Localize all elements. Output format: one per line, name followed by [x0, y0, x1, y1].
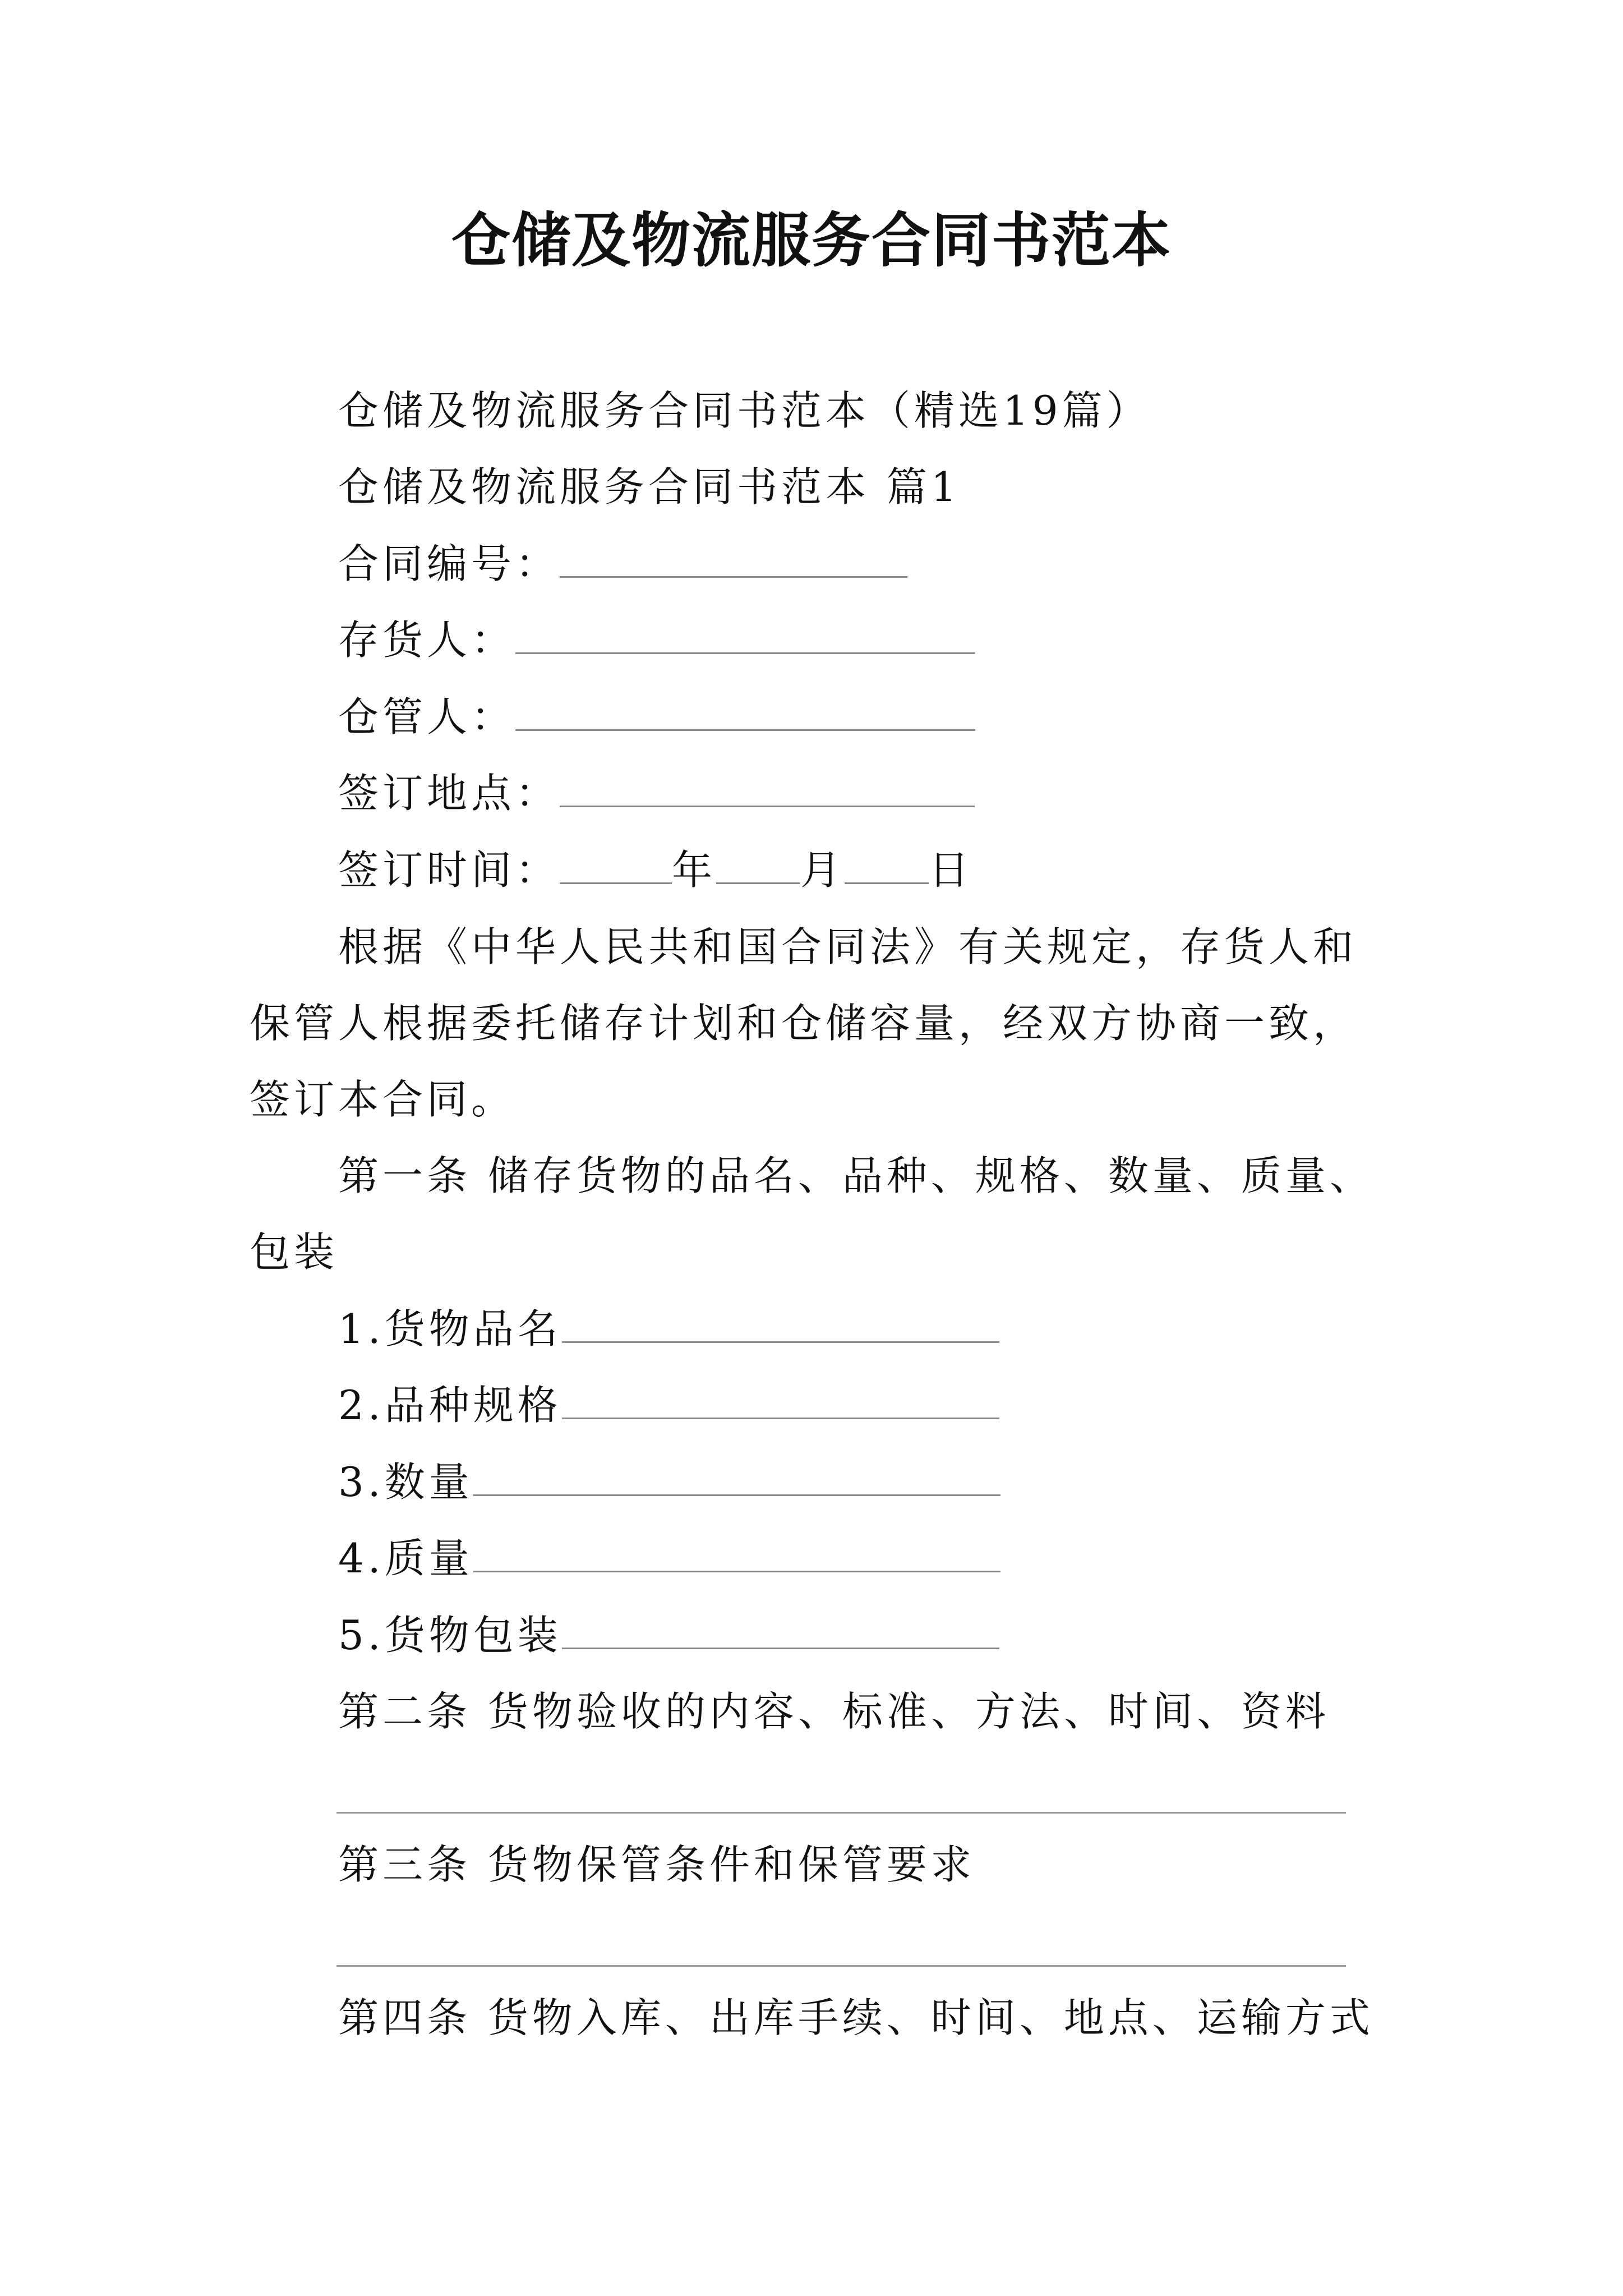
signing-place-blank [560, 769, 975, 807]
month-label: 月 [800, 846, 845, 894]
signing-date-label: 签订时间： [338, 846, 560, 894]
item-row-2 [250, 1367, 1482, 1443]
keeper-blank [515, 692, 975, 731]
item-label-1: 1.货物品名 [338, 1305, 562, 1352]
day-blank [845, 845, 929, 884]
item-row-4 [250, 1520, 1482, 1596]
article-2-answer-line [336, 1812, 1346, 1814]
depositor-row [250, 602, 1482, 678]
item-row-3 [250, 1444, 1482, 1520]
item-blank-5 [562, 1611, 999, 1649]
item-label-3: 3.数量 [338, 1458, 473, 1506]
year-blank [560, 845, 672, 884]
document-title: 仓储及物流服务合同书范本 [451, 205, 1172, 275]
day-label: 日 [929, 846, 974, 894]
article-1-heading: 第一条 储存货物的品名、品种、规格、数量、质量、包装 [250, 1152, 1374, 1276]
item-blank-3 [473, 1457, 1000, 1496]
item-blank-4 [473, 1534, 1000, 1572]
document-subtitle: 仓储及物流服务合同书范本（精选19篇） [338, 387, 1151, 434]
item-label-4: 4.质量 [338, 1535, 473, 1582]
contract-number-row [250, 526, 1482, 602]
signing-place-label: 签订地点： [338, 770, 560, 817]
article-3-answer-line [336, 1965, 1346, 1967]
depositor-blank [515, 615, 975, 654]
contract-number-blank [560, 539, 907, 578]
year-label: 年 [672, 846, 717, 894]
contract-number-label: 合同编号： [338, 540, 560, 587]
item-label-5: 5.货物包装 [338, 1612, 562, 1659]
item-blank-1 [562, 1304, 999, 1343]
article-3-heading: 第三条 货物保管条件和保管要求 [338, 1841, 975, 1888]
preamble-paragraph: 根据《中华人民共和国合同法》有关规定，存货人和保管人根据委托储存计划和仓储容量，经双方协商一致，签订本合同。 [250, 923, 1358, 1123]
signing-date-row [250, 832, 1482, 908]
item-blank-2 [562, 1381, 999, 1419]
article-2-heading: 第二条 货物验收的内容、标准、方法、时间、资料 [338, 1688, 1330, 1735]
item-label-2: 2.品种规格 [338, 1382, 562, 1429]
keeper-label: 仓管人： [338, 693, 516, 740]
section-heading: 仓储及物流服务合同书范本 篇1 [338, 463, 961, 510]
month-blank [716, 845, 800, 884]
item-row-5 [250, 1597, 1482, 1673]
article-4-heading: 第四条 货物入库、出库手续、时间、地点、运输方式 [338, 1994, 1374, 2041]
keeper-row [250, 679, 1482, 755]
depositor-label: 存货人： [338, 616, 516, 664]
signing-place-row [250, 755, 1482, 831]
item-row-1 [250, 1291, 1482, 1367]
